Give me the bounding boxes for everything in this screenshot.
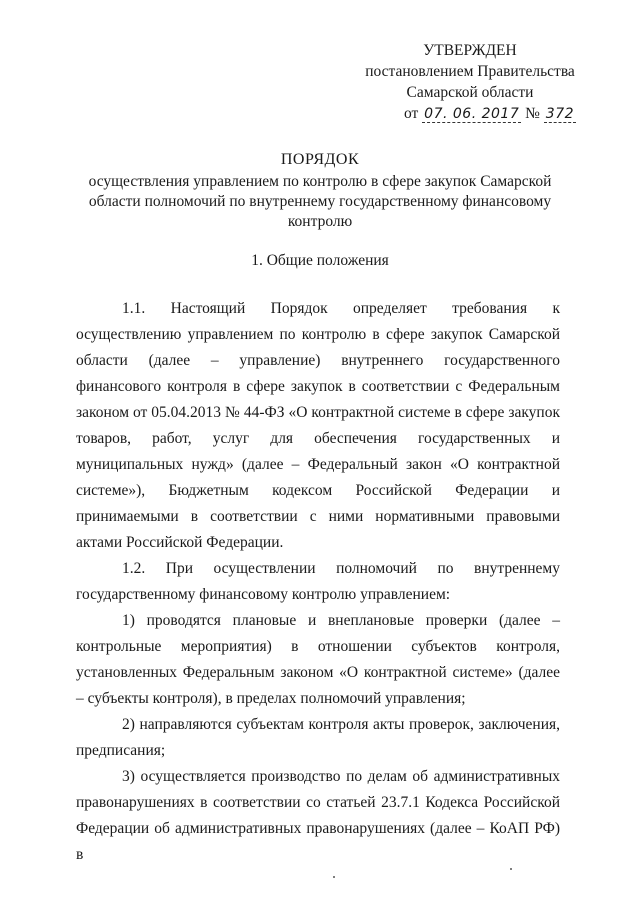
- section-heading: 1. Общие положения: [251, 252, 389, 269]
- scan-speck: [333, 876, 335, 878]
- date-prefix: от: [403, 105, 419, 122]
- scan-speck: [510, 868, 512, 870]
- paragraph-1-2: 1.2. При осуществлении полномочий по внутреннему государственному финансовому контролю управлением:: [76, 560, 560, 603]
- handwritten-date: 07. 06. 2017: [424, 106, 520, 122]
- title-subtitle: осуществления управлением по контролю в сфере закупок Самарской области полномочий по внутреннему государственному финансовому контролю: [88, 173, 552, 230]
- approval-heading: УТВЕРЖДЕН: [423, 42, 517, 59]
- handwritten-number: 372: [545, 106, 575, 122]
- approval-date-row: [404, 103, 576, 124]
- title-main: ПОРЯДОК: [280, 151, 360, 168]
- approval-line-resolution: постановлением Правительства: [365, 63, 575, 80]
- approval-line-region: Самарской области: [406, 84, 534, 101]
- number-prefix: №: [525, 105, 540, 122]
- approval-stamp: [340, 40, 600, 124]
- list-item-2: 2) направляются субъектам контроля акты проверок, заключения, предписания;: [76, 716, 560, 759]
- document-body: [76, 296, 560, 868]
- document-title: [70, 150, 570, 232]
- paragraph-1-1: 1.1. Настоящий Порядок определяет требования к осуществлению управлением по контролю в сфере закупок Самарской области (далее – управление) внутреннего государственного финансового контроля в сфере закупок в соответствии с Федеральным законом от 05.04.2013 № 44-ФЗ «О контрактной системе в сфере закупок товаров, работ, услуг для обеспечения государственных и муниципальных нужд» (далее – Федеральный закон «О контрактной системе»), Бюджетным кодексом Российской Федерации и принимаемыми в соответствии с ними нормативными правовыми актами Российской Федерации.: [76, 300, 560, 551]
- list-item-3: 3) осуществляется производство по делам об административных правонарушениях в соответствии со статьей 23.7.1 Кодекса Российской Федерации об административных правонарушениях (далее – КоАП РФ) в: [76, 768, 560, 863]
- list-item-1: 1) проводятся плановые и внеплановые проверки (далее – контрольные мероприятия) в отношении субъектов контроля, установленных Федеральным законом «О контрактной системе» (далее – субъекты контроля), в пределах полномочий управления;: [76, 612, 560, 707]
